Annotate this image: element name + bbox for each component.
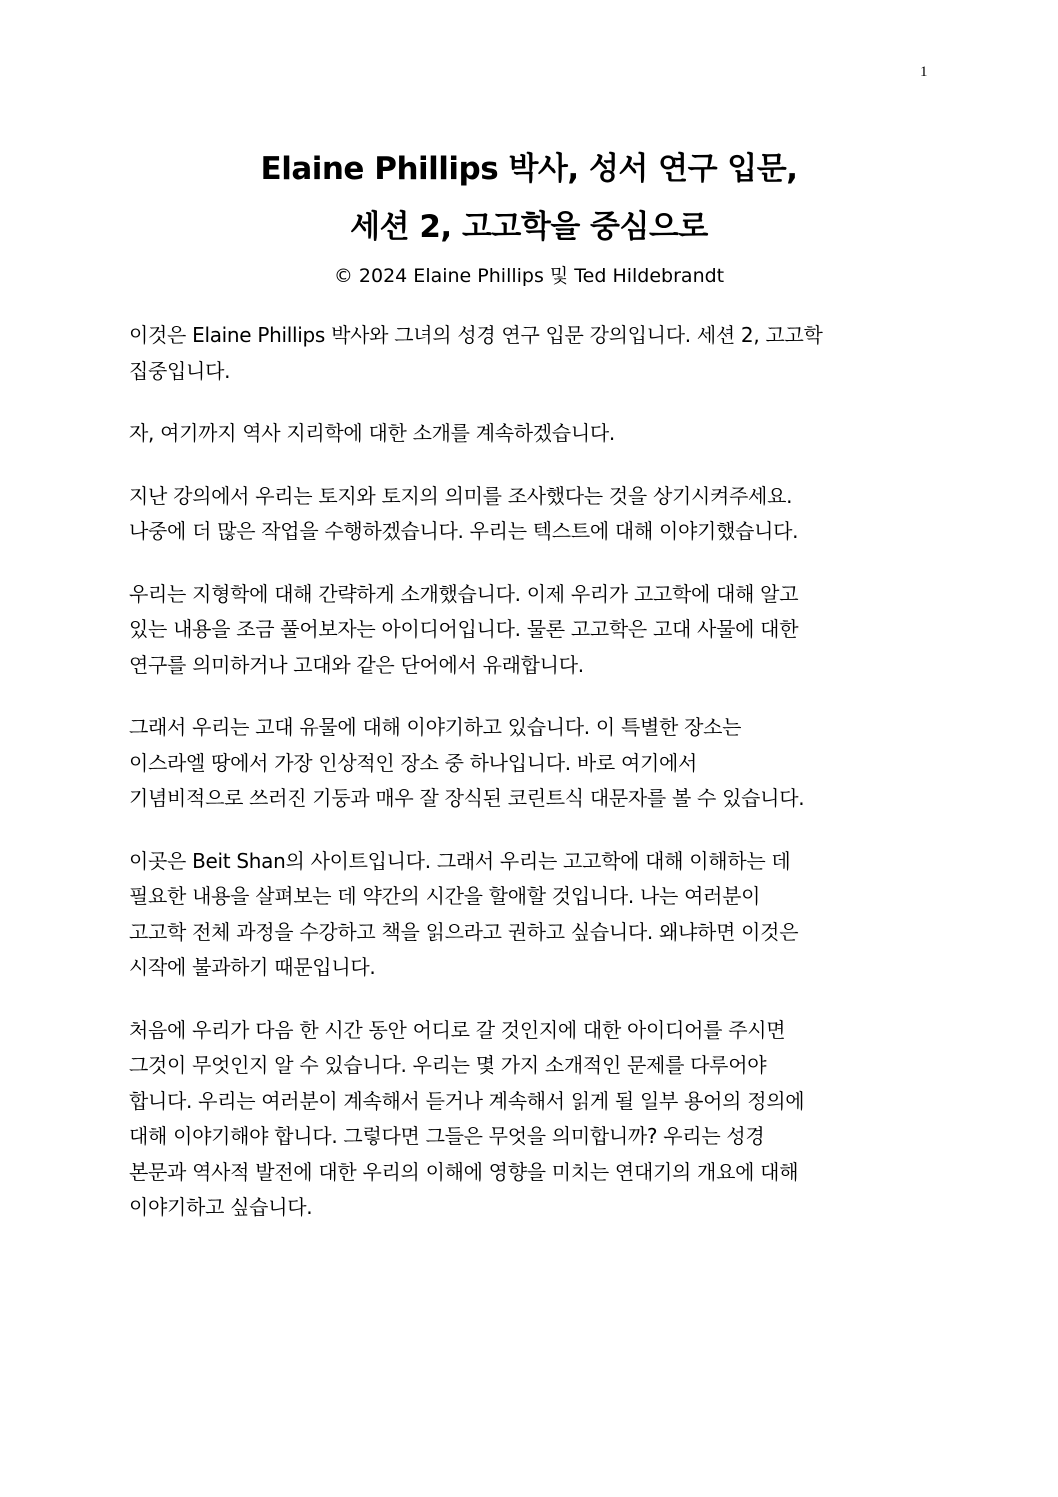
paragraph-line: 이것은 Elaine Phillips 박사와 그녀의 성경 연구 입문 강의입니다. 세션 2, 고고학	[129, 323, 823, 347]
paragraph-line: 그래서 우리는 고대 유물에 대해 이야기하고 있습니다. 이 특별한 장소는	[129, 715, 742, 739]
paragraph-line: 합니다. 우리는 여러분이 계속해서 듣거나 계속해서 읽게 될 일부 용어의 정의에	[129, 1088, 805, 1113]
paragraph-3	[129, 479, 939, 550]
paragraph-line: 우리는 지형학에 대해 간략하게 소개했습니다. 이제 우리가 고고학에 대해 알고	[129, 581, 799, 606]
page-number: 1	[920, 64, 928, 80]
paragraph-line: 있는 내용을 조금 풀어보자는 아이디어입니다. 물론 고고학은 고대 사물에 대한	[129, 617, 799, 641]
paragraph-line: 나중에 더 많은 작업을 수행하겠습니다. 우리는 텍스트에 대해 이야기했습니다.	[129, 519, 799, 543]
paragraph-line: 고고학 전체 과정을 수강하고 책을 읽으라고 권하고 싶습니다. 왜냐하면 이것은	[129, 919, 799, 944]
paragraph-line: 시작에 불과하기 때문입니다.	[129, 955, 376, 979]
copyright-line: © 2024 Elaine Phillips 및 Ted Hildebrandt	[333, 265, 725, 287]
paragraph-line: 지난 강의에서 우리는 토지와 토지의 의미를 조사했다는 것을 상기시켜주세요.	[129, 483, 793, 508]
paragraph-line: 기념비적으로 쓰러진 기둥과 매우 잘 장식된 코린트식 대문자를 볼 수 있습니다.	[129, 786, 805, 810]
paragraph-line: 필요한 내용을 살펴보는 데 약간의 시간을 할애할 것입니다. 나는 여러분이	[129, 884, 761, 908]
paragraph-line: 연구를 의미하거나 고대와 같은 단어에서 유래합니다.	[129, 652, 584, 677]
title-block	[0, 140, 1058, 290]
paragraph-4	[129, 577, 939, 684]
paragraph-1	[129, 318, 939, 389]
paragraph-6	[129, 844, 939, 986]
paragraph-line: 이야기하고 싶습니다.	[129, 1195, 313, 1219]
body-text	[129, 318, 939, 1253]
paragraph-line: 본문과 역사적 발전에 대한 우리의 이해에 영향을 미치는 연대기의 개요에 대해	[129, 1159, 799, 1184]
paragraph-line: 집중입니다.	[129, 358, 231, 383]
paragraph-line: 그것이 무엇인지 알 수 있습니다. 우리는 몇 가지 소개적인 문제를 다루어야	[129, 1053, 767, 1077]
paragraph-line: 대해 이야기해야 합니다. 그렇다면 그들은 무엇을 의미합니까? 우리는 성경	[129, 1124, 765, 1148]
paragraph-2	[129, 416, 939, 452]
document-title-line-2: 세션 2, 고고학을 중심으로	[350, 209, 708, 245]
paragraph-line: 이스라엘 땅에서 가장 인상적인 장소 중 하나입니다. 바로 여기에서	[129, 750, 698, 775]
paragraph-line: 자, 여기까지 역사 지리학에 대한 소개를 계속하겠습니다.	[129, 421, 615, 445]
paragraph-7	[129, 1013, 939, 1226]
paragraph-5	[129, 710, 939, 817]
paragraph-line: 이곳은 Beit Shan의 사이트입니다. 그래서 우리는 고고학에 대해 이해하는 데	[129, 848, 791, 873]
document-title-line-1: Elaine Phillips 박사, 성서 연구 입문,	[260, 151, 798, 187]
paragraph-line: 처음에 우리가 다음 한 시간 동안 어디로 갈 것인지에 대한 아이디어를 주시면	[129, 1017, 786, 1042]
